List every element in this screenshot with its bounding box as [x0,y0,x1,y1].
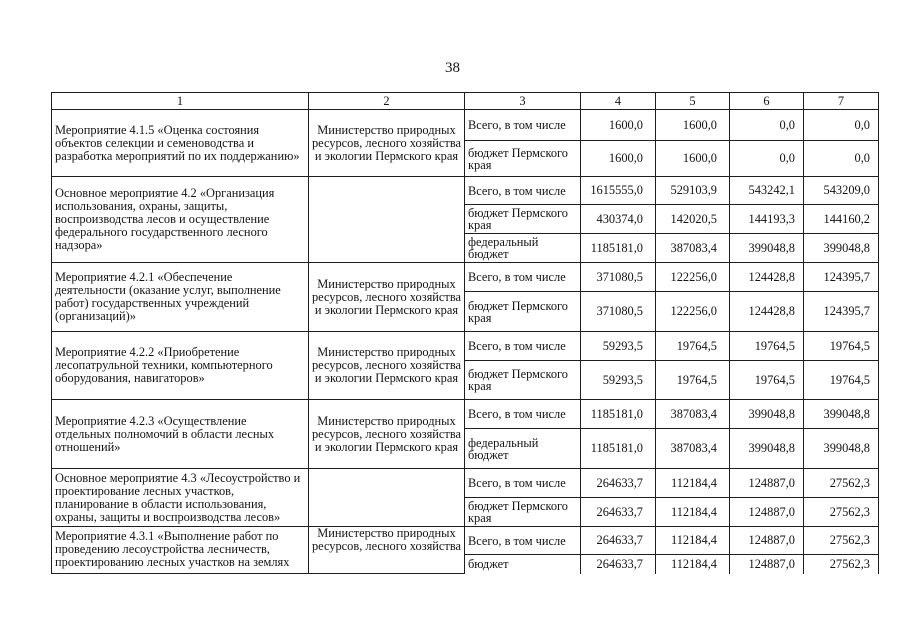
value-col-4: 1600,0 [581,141,656,177]
program-funding-table [51,92,879,574]
value-col-7: 19764,5 [804,332,879,361]
value-col-5: 112184,4 [656,469,730,498]
measure-title: Мероприятие 4.1.5 «Оценка состояния объектов селекции и семеноводства и разработка мероприятий по их поддержанию» [52,110,309,177]
value-col-6: 19764,5 [730,332,804,361]
value-col-6: 124887,0 [730,555,804,574]
value-col-4: 59293,5 [581,332,656,361]
value-col-4: 371080,5 [581,292,656,332]
header-col-5: 5 [656,93,730,110]
value-col-4: 1185181,0 [581,234,656,263]
value-col-4: 1600,0 [581,110,656,141]
funding-source: бюджет Пермского края [465,361,581,400]
value-col-7: 399048,8 [804,429,879,469]
measure-title: Мероприятие 4.2.3 «Осуществление отдельных полномочий в области лесных отношений» [52,400,309,469]
value-col-6: 19764,5 [730,361,804,400]
responsible-org: Министерство природных ресурсов, лесного хозяйства и экологии Пермского края [309,332,465,400]
value-col-4: 264633,7 [581,555,656,574]
value-col-7: 124395,7 [804,263,879,292]
value-col-7: 0,0 [804,110,879,141]
funding-source: федеральный бюджет [465,234,581,263]
value-col-5: 142020,5 [656,205,730,234]
value-col-4: 1185181,0 [581,429,656,469]
responsible-org: Министерство природных ресурсов, лесного хозяйства и экологии Пермского края [309,110,465,177]
value-col-6: 543242,1 [730,177,804,205]
measure-title: Мероприятие 4.2.1 «Обеспечение деятельности (оказание услуг, выполнение работ) государственных учреждений (организаций)» [52,263,309,332]
value-col-7: 27562,3 [804,498,879,527]
value-col-4: 264633,7 [581,469,656,498]
value-col-7: 124395,7 [804,292,879,332]
value-col-6: 124887,0 [730,527,804,555]
funding-source: Всего, в том числе [465,527,581,555]
value-col-5: 387083,4 [656,429,730,469]
value-col-6: 399048,8 [730,234,804,263]
funding-source: Всего, в том числе [465,469,581,498]
value-col-6: 144193,3 [730,205,804,234]
value-col-7: 144160,2 [804,205,879,234]
header-col-7: 7 [804,93,879,110]
value-col-5: 122256,0 [656,263,730,292]
responsible-org: Министерство природных ресурсов, лесного хозяйства и экологии Пермского края [309,263,465,332]
header-col-3: 3 [465,93,581,110]
measure-title: Мероприятие 4.3.1 «Выполнение работ по проведению лесоустройства лесничеств, проектированию лесных участков на землях [52,527,309,574]
value-col-6: 399048,8 [730,400,804,429]
value-col-4: 371080,5 [581,263,656,292]
value-col-7: 19764,5 [804,361,879,400]
value-col-5: 387083,4 [656,234,730,263]
funding-source: Всего, в том числе [465,263,581,292]
measure-title: Основное мероприятие 4.3 «Лесоустройство и проектирование лесных участков, планирование в области использования, охраны, защиты и воспроизводства лесов» [52,469,309,527]
responsible-org: Министерство природных ресурсов, лесного хозяйства [309,527,465,574]
funding-source: бюджет Пермского края [465,141,581,177]
value-col-5: 1600,0 [656,141,730,177]
value-col-5: 529103,9 [656,177,730,205]
value-col-5: 1600,0 [656,110,730,141]
value-col-7: 0,0 [804,141,879,177]
funding-source: бюджет [465,555,581,574]
value-col-5: 112184,4 [656,555,730,574]
header-col-4: 4 [581,93,656,110]
value-col-4: 264633,7 [581,527,656,555]
value-col-7: 399048,8 [804,234,879,263]
value-col-4: 264633,7 [581,498,656,527]
value-col-7: 27562,3 [804,527,879,555]
table-row [52,332,879,361]
value-col-6: 124887,0 [730,498,804,527]
value-col-4: 1185181,0 [581,400,656,429]
funding-source: Всего, в том числе [465,332,581,361]
table-row [52,177,879,205]
value-col-7: 27562,3 [804,555,879,574]
measure-title: Основное мероприятие 4.2 «Организация использования, охраны, защиты, воспроизводства лесов и осуществление федерального государственного лесного надзора» [52,177,309,263]
value-col-6: 124428,8 [730,263,804,292]
value-col-6: 0,0 [730,110,804,141]
funding-source: бюджет Пермского края [465,205,581,234]
page-number: 38 [445,60,460,76]
header-col-2: 2 [309,93,465,110]
value-col-5: 19764,5 [656,361,730,400]
table-row [52,400,879,429]
value-col-7: 399048,8 [804,400,879,429]
funding-source: федеральный бюджет [465,429,581,469]
measure-title: Мероприятие 4.2.2 «Приобретение лесопатрульной техники, компьютерного оборудования, навигаторов» [52,332,309,400]
header-col-6: 6 [730,93,804,110]
responsible-org: Министерство природных ресурсов, лесного хозяйства и экологии Пермского края [309,400,465,469]
funding-source: бюджет Пермского края [465,498,581,527]
value-col-5: 122256,0 [656,292,730,332]
table-row [52,527,879,555]
responsible-org [309,469,465,527]
value-col-4: 1615555,0 [581,177,656,205]
table-row [52,263,879,292]
header-row [52,93,879,110]
value-col-6: 399048,8 [730,429,804,469]
funding-source: Всего, в том числе [465,110,581,141]
value-col-7: 27562,3 [804,469,879,498]
funding-source: Всего, в том числе [465,177,581,205]
value-col-6: 0,0 [730,141,804,177]
value-col-6: 124887,0 [730,469,804,498]
value-col-5: 387083,4 [656,400,730,429]
value-col-5: 112184,4 [656,527,730,555]
responsible-org [309,177,465,263]
funding-source: Всего, в том числе [465,400,581,429]
value-col-4: 430374,0 [581,205,656,234]
table-row [52,469,879,498]
value-col-6: 124428,8 [730,292,804,332]
table-row [52,110,879,141]
funding-source: бюджет Пермского края [465,292,581,332]
value-col-5: 19764,5 [656,332,730,361]
header-col-1: 1 [52,93,309,110]
value-col-4: 59293,5 [581,361,656,400]
value-col-7: 543209,0 [804,177,879,205]
value-col-5: 112184,4 [656,498,730,527]
